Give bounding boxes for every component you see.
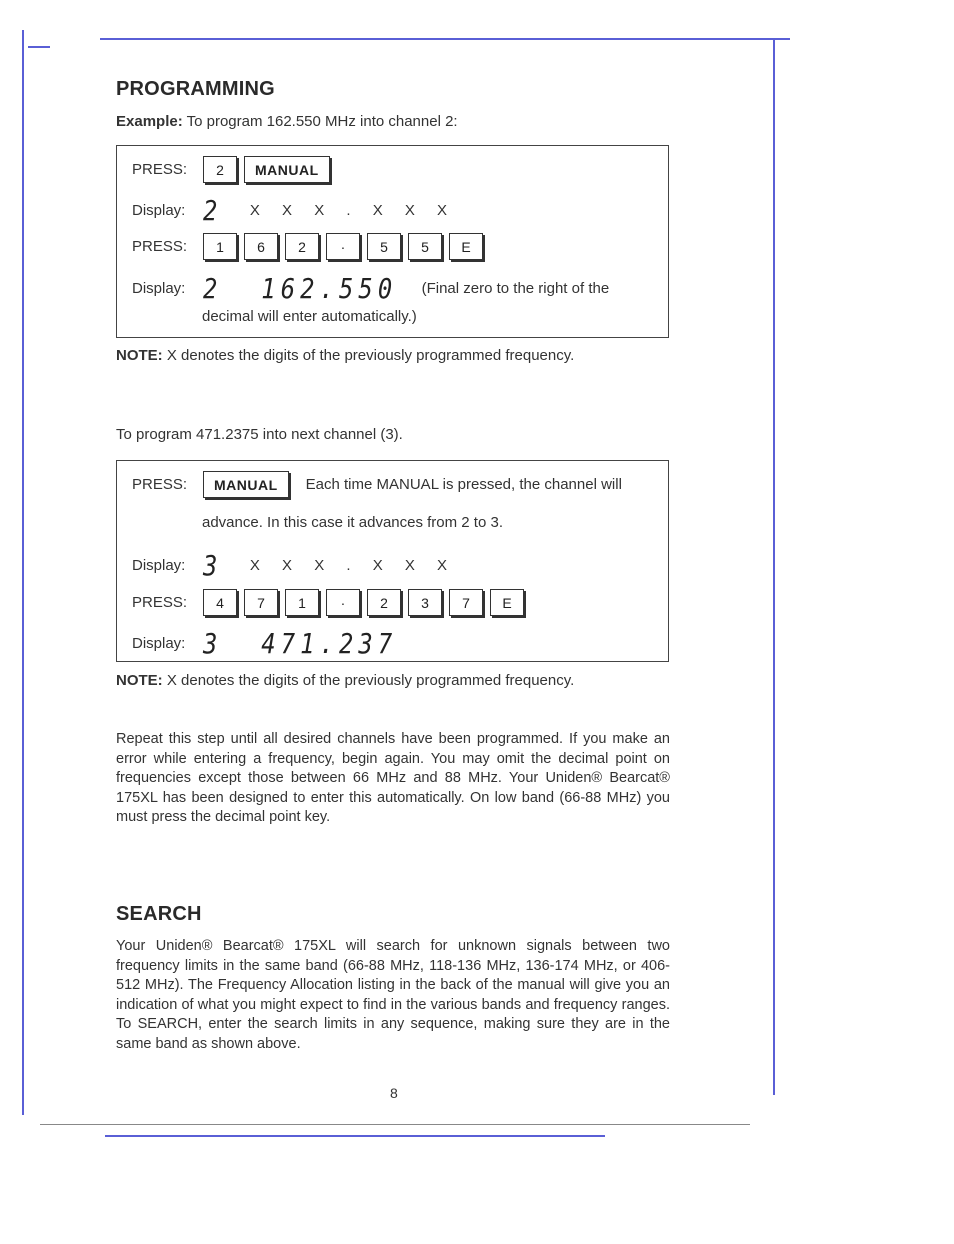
frame-top-line xyxy=(100,38,790,40)
key-manual: MANUAL xyxy=(244,156,330,183)
repeat-paragraph: Repeat this step until all desired channels have been programmed. If you make an error while entering a frequency, begin again. You may omit the decimal point on frequencies except those between 66 MHz and 88 MHz. Your Uniden® Bearcat® 175XL has been designed to enter this automatically. On low band (66-88 MHz) you must press the decimal point key. xyxy=(116,731,670,826)
key-e: E xyxy=(490,589,524,616)
section-heading-search: SEARCH xyxy=(116,903,202,925)
note-label: NOTE: xyxy=(116,672,163,689)
box2-row5 xyxy=(132,627,442,660)
note-text: X denotes the digits of the previously programmed frequency. xyxy=(166,347,575,364)
frame-right-line xyxy=(773,40,775,1095)
box2-row4 xyxy=(132,589,531,616)
display-label: Display: xyxy=(132,202,186,219)
example-text: To program 162.550 MHz into channel 2: xyxy=(186,113,458,130)
note-text: X denotes the digits of the previously programmed frequency. xyxy=(166,672,575,689)
lcd-channel-digit: 3 xyxy=(203,549,223,582)
page-number: 8 xyxy=(390,1085,398,1101)
key-4: 4 xyxy=(203,589,237,616)
note-line-1 xyxy=(116,347,574,364)
key-2: 2 xyxy=(203,156,237,183)
placeholder-digits: X X X . X X X xyxy=(249,202,457,219)
display-label: Display: xyxy=(132,280,186,297)
key-5: 5 xyxy=(367,233,401,260)
key-6: 6 xyxy=(244,233,278,260)
box1-row3 xyxy=(132,233,490,260)
display-label: Display: xyxy=(132,557,186,574)
lcd-channel-digit: 2 xyxy=(203,194,223,227)
note-line-2 xyxy=(116,672,574,689)
example-line xyxy=(116,113,458,130)
key-7: 7 xyxy=(244,589,278,616)
key-decimal: · xyxy=(326,233,360,260)
key-3: 3 xyxy=(408,589,442,616)
box1-row1 xyxy=(132,156,337,183)
press-label: PRESS: xyxy=(132,594,188,611)
manual-advance-text: Each time MANUAL is pressed, the channel will xyxy=(305,476,622,493)
press-label: PRESS: xyxy=(132,238,188,255)
instruction-box-1 xyxy=(116,145,669,338)
placeholder-digits: X X X . X X X xyxy=(249,557,457,574)
frame-bottom-gray xyxy=(40,1124,750,1125)
manual-advance-text-cont: advance. In this case it advances from 2 to 3. xyxy=(202,514,503,531)
key-1: 1 xyxy=(285,589,319,616)
example-label: Example: xyxy=(116,113,183,130)
frame-bottom-line xyxy=(105,1135,605,1137)
step2-intro: To program 471.2375 into next channel (3). xyxy=(116,426,403,443)
search-paragraph: Your Uniden® Bearcat® 175XL will search for unknown signals between two frequency limits in the same band (66-88 MHz, 118-136 MHz, 136-174 MHz, or 406-512 MHz). The Frequency Allocation listing in the back of the manual will give you an indication of what you might expect to find in the various bands and frequency ranges. To SEARCH, enter the search limits in any sequence, making sure they are in the same band as shown above. xyxy=(116,938,670,1052)
key-2: 2 xyxy=(285,233,319,260)
frame-mark xyxy=(28,46,50,48)
key-decimal: · xyxy=(326,589,360,616)
lcd-display-162550: 2 162.550 xyxy=(203,272,398,305)
display-label: Display: xyxy=(132,635,186,652)
key-1: 1 xyxy=(203,233,237,260)
lcd-display-471237: 3 471.237 xyxy=(203,627,398,660)
key-5: 5 xyxy=(408,233,442,260)
box2-row2 xyxy=(202,514,503,531)
frame-left-line xyxy=(22,30,24,1115)
box1-row5 xyxy=(202,308,417,325)
press-label: PRESS: xyxy=(132,161,188,178)
final-zero-note-cont: decimal will enter automatically.) xyxy=(202,308,417,325)
box1-row2 xyxy=(132,194,456,227)
key-manual: MANUAL xyxy=(203,471,289,498)
key-2: 2 xyxy=(367,589,401,616)
section-heading-programming: PROGRAMMING xyxy=(116,78,275,100)
final-zero-note: (Final zero to the right of the xyxy=(421,280,610,297)
key-e: E xyxy=(449,233,483,260)
box2-row3 xyxy=(132,549,456,582)
note-label: NOTE: xyxy=(116,347,163,364)
press-label: PRESS: xyxy=(132,476,188,493)
key-7: 7 xyxy=(449,589,483,616)
box1-row4 xyxy=(132,272,609,305)
box2-row1 xyxy=(132,471,622,498)
instruction-box-2 xyxy=(116,460,669,662)
